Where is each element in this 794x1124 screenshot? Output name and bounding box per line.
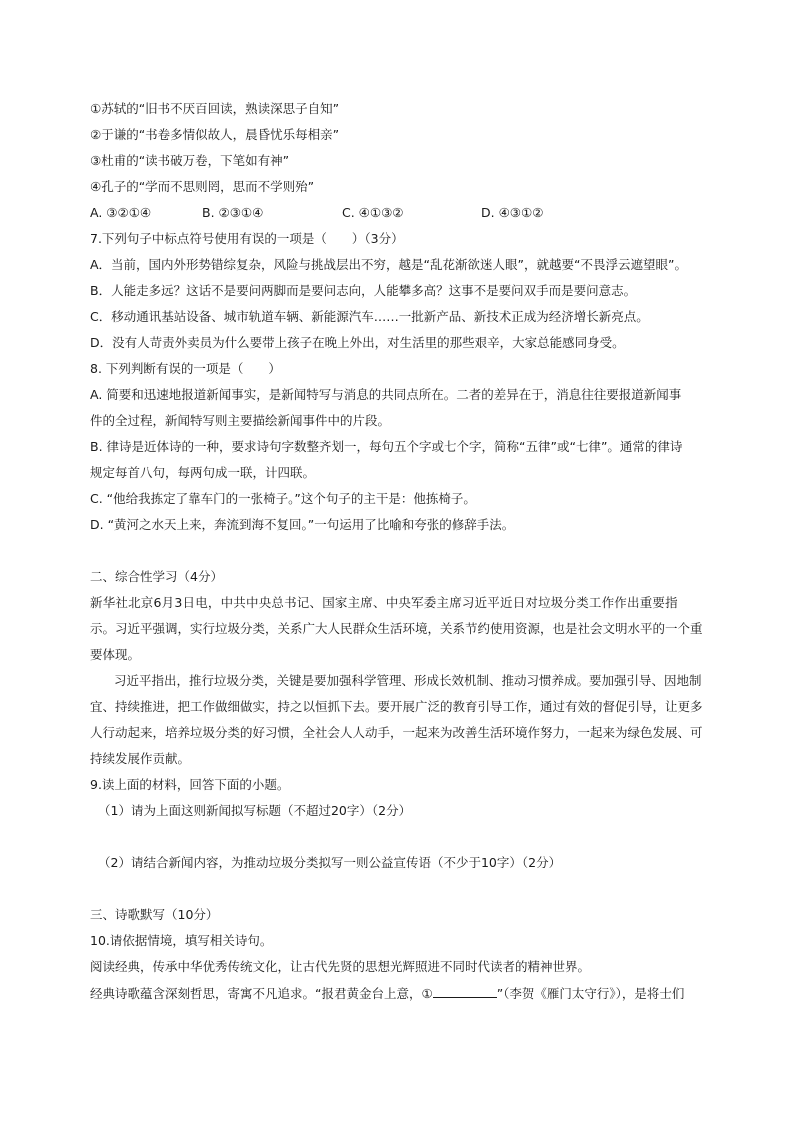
q6-option-c: C. ④①③② <box>342 205 404 220</box>
q6-item-1: ①苏轼的“旧书不厌百回读，熟读深思子自知” <box>90 101 340 116</box>
q7-option-b: B．人能走多远？这话不是要问两脚而是要问志向，人能攀多高？这事不是要问双手而是要问意志。 <box>90 283 637 298</box>
section3-line2 <box>90 987 684 1001</box>
section2-p1-line3: 要体现。 <box>90 647 141 662</box>
q8-option-a-line2: 件的全过程，新闻特写则主要描绘新闻事件中的片段。 <box>90 413 391 428</box>
q6-option-d: D. ④③①② <box>481 205 544 220</box>
section3-line2-pre: 经典诗歌蕴含深刻哲思，寄寓不凡追求。“报君黄金台上意，① <box>90 986 433 1001</box>
section3-title: 三、诗歌默写（10分） <box>90 907 219 922</box>
q6-item-4: ④孔子的“学而不思则罔，思而不学则殆” <box>90 179 315 194</box>
section2-title: 二、综合性学习（4分） <box>90 569 223 584</box>
q9-sub-1: （1）请为上面这则新闻拟写标题（不超过20字）（2分） <box>98 803 412 818</box>
section2-p2-line4: 持续发展作贡献。 <box>90 751 191 766</box>
q7-option-c: C．移动通讯基站设备、城市轨道车辆、新能源汽车……一批新产品、新技术正成为经济增长新亮点。 <box>90 309 649 324</box>
q7-stem: 7.下列句子中标点符号使用有误的一项是（ ）（3分） <box>90 231 404 246</box>
q9-stem: 9.读上面的材料，回答下面的小题。 <box>90 777 290 792</box>
q8-option-c: C. “他给我拣定了靠车门的一张椅子。”这个句子的主干是：他拣椅子。 <box>90 491 476 506</box>
q9-sub-2: （2）请结合新闻内容，为推动垃圾分类拟写一则公益宣传语（不少于10字）（2分） <box>98 855 562 870</box>
q10-stem: 10.请依据情境，填写相关诗句。 <box>90 933 273 948</box>
section2-p1-line2: 示。习近平强调，实行垃圾分类，关系广大人民群众生活环境，关系节约使用资源，也是社会文明水平的一个重 <box>90 621 703 636</box>
blank-1-underline[interactable] <box>433 987 497 998</box>
section2-p1-line1: 新华社北京6月3日电，中共中央总书记、国家主席、中央军委主席习近平近日对垃圾分类工作作出重要指 <box>90 595 678 610</box>
section3-line2-post: ”（李贺《雁门太守行》），是将士们 <box>496 986 685 1001</box>
q6-item-2: ②于谦的“书卷多情似故人，晨昏忧乐每相亲” <box>90 127 340 142</box>
q6-option-b: B. ②③①④ <box>202 205 264 220</box>
q6-option-a: A. ③②①④ <box>90 205 152 220</box>
q8-option-a-line1: A. 简要和迅速地报道新闻事实，是新闻特写与消息的共同点所在。二者的差异在于，消息往往要报道新闻事 <box>90 387 682 402</box>
section2-p2-line1: 习近平指出，推行垃圾分类，关键是要加强科学管理、形成长效机制、推动习惯养成。要加强引导、因地制 <box>114 673 702 688</box>
section3-line1: 阅读经典，传承中华优秀传统文化，让古代先贤的思想光辉照进不同时代读者的精神世界。 <box>90 959 591 974</box>
q8-stem: 8. 下列判断有误的一项是（ ） <box>90 361 281 376</box>
q7-option-a: A．当前，国内外形势错综复杂，风险与挑战层出不穷，越是“乱花渐欲迷人眼”，就越要“不畏浮云遮望眼”。 <box>90 257 687 272</box>
q8-option-d: D. “黄河之水天上来，奔流到海不复回。”一句运用了比喻和夸张的修辞手法。 <box>90 517 515 532</box>
q8-option-b-line2: 规定每首八句，每两句成一联，计四联。 <box>90 465 316 480</box>
section2-p2-line3: 人行动起来，培养垃圾分类的好习惯，全社会人人动手，一起来为改善生活环境作努力，一起来为绿色发展、可 <box>90 725 703 740</box>
q7-option-d: D．没有人苛责外卖员为什么要带上孩子在晚上外出，对生活里的那些艰辛，大家总能感同身受。 <box>90 335 625 350</box>
q6-item-3: ③杜甫的“读书破万卷，下笔如有神” <box>90 153 290 168</box>
q8-option-b-line1: B. 律诗是近体诗的一种，要求诗句字数整齐划一，每句五个字或七个字，简称“五律”或“七律”。通常的律诗 <box>90 439 683 454</box>
section2-p2-line2: 宜、持续推进，把工作做细做实，持之以恒抓下去。要开展广泛的教育引导工作，通过有效的督促引导，让更多 <box>90 699 703 714</box>
